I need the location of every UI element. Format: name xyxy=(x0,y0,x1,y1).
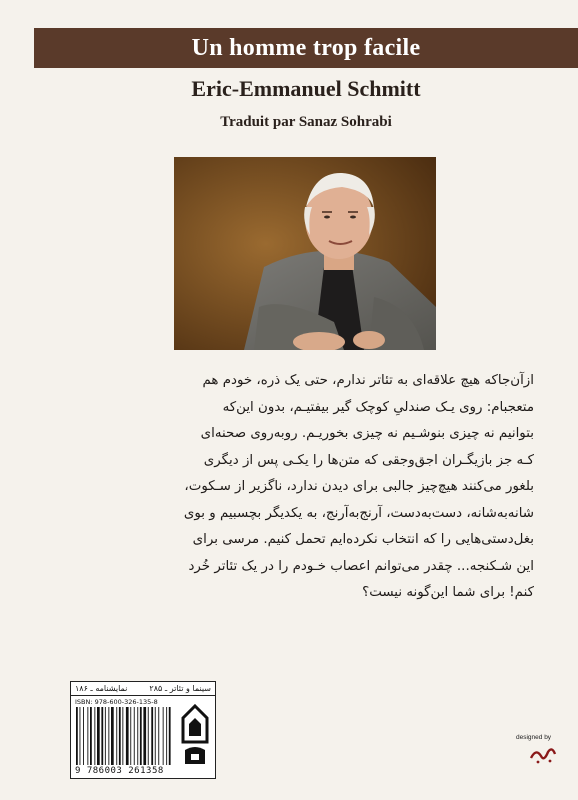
blurb-line: شانه‌به‌شانه، دست‌به‌دست، آرنج‌به‌آرنج، به یکدیگر بچسبیم و بوی xyxy=(183,505,534,521)
designer-signature-logo xyxy=(528,744,558,766)
isbn-text: ISBN: 978-600-326-135-8 xyxy=(75,698,158,706)
author-photo xyxy=(174,157,436,350)
blurb-line: متعجبام: روی یـک صندلیِ کوچک گیر بیفتیـم، بدون این‌که xyxy=(222,399,534,415)
barcode-bars xyxy=(75,707,173,765)
title-band xyxy=(34,28,578,68)
blurb-line: کـه جز بازیگـران اجق‌وجقی که متن‌ها را یکـی پس از دیگری xyxy=(203,452,534,468)
designed-by-label: designed by xyxy=(516,734,552,741)
publisher-logo xyxy=(179,702,211,770)
blurb-line: بغل‌دستی‌هایی را که انتخاب نکرده‌ایم تحمل کنیم. مرسی برای xyxy=(192,532,534,547)
series-info xyxy=(71,682,215,696)
series-left: نمایشنامه ـ ۱۸۶ xyxy=(75,684,128,693)
barcode-digits: 9 786003 261358 xyxy=(75,766,164,776)
translator-credit: Traduit par Sanaz Sohrabi xyxy=(220,114,392,130)
series-right: سینما و تئاتر ـ ۲۸۵ xyxy=(149,684,211,693)
author-portrait-illustration xyxy=(174,157,436,350)
blurb-line: بلغور می‌کنند هیچ‌چیز جالبی برای دیدن ندارد، ناگزیر از سـکوت، xyxy=(184,479,534,494)
blurb-line: بتوانیم نه چیزی بنوشـیم نه چیزی بخوریـم. روبه‌روی صحنه‌ای xyxy=(200,426,534,441)
author-name: Eric-Emmanuel Schmitt xyxy=(191,76,421,101)
blurb-line: ازآن‌جاکه هیچ علاقه‌ای به تئاتر ندارم، حتی یک ذره، خودم هم xyxy=(202,373,534,388)
blurb-line: این شـکنجه... چقدر می‌توانم اعصاب خـودم را در یک تئاتر خُرد xyxy=(188,558,534,574)
book-title: Un homme trop facile xyxy=(191,34,421,61)
blurb-text xyxy=(64,368,534,607)
barcode-panel xyxy=(70,681,216,779)
blurb-line: کنم! برای شما این‌گونه نیست؟ xyxy=(362,585,534,600)
